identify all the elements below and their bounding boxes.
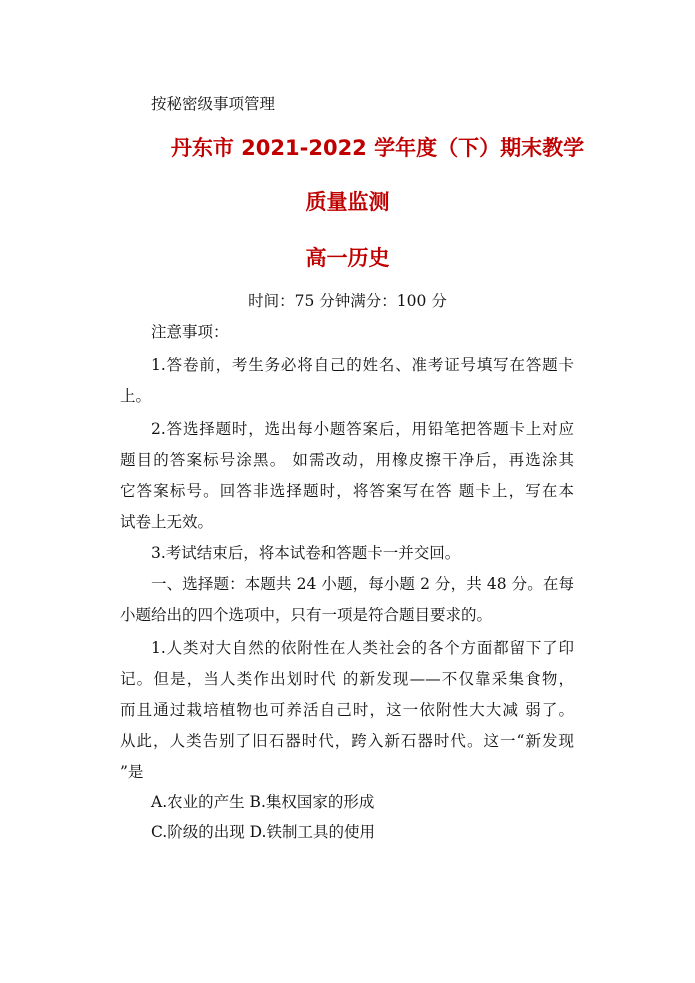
subject-title: 高一历史 (305, 246, 390, 270)
section-line-2: 小题给出的四个选项中，只有一项是符合题目要求的。 (120, 606, 493, 624)
notice-heading: 注意事项： (151, 323, 229, 341)
question-1-line-5: ”是 (120, 763, 144, 781)
question-1-options-cd: C.阶级的出现 D.铁制工具的使用 (151, 823, 375, 841)
notice-2-line-3: 它答案标号。回答非选择题时，将答案写在答 题卡上，写在本 (120, 482, 574, 500)
notice-3: 3.考试结束后，将本试卷和答题卡一并交回。 (151, 544, 461, 562)
question-1-line-3: 而且通过栽培植物也可养活自己时，这一依附性大大减 弱了。 (120, 701, 574, 719)
title-line-2: 质量监测 (305, 190, 390, 214)
title-line-1: 丹东市 2021-2022 学年度（下）期末教学 (170, 136, 585, 160)
notice-2-line-4: 试卷上无效。 (120, 513, 214, 531)
section-line-1: 一、选择题：本题共 24 小题，每小题 2 分，共 48 分。在每 (151, 575, 574, 593)
notice-2-line-2: 题目的答案标号涂黑。 如需改动，用橡皮擦干净后，再选涂其 (120, 451, 574, 469)
question-1-options-ab: A.农业的产生 B.集权国家的形成 (151, 793, 375, 811)
notice-1-line-1: 1.答卷前，考生务必将自己的姓名、准考证号填写在答题卡 (151, 356, 574, 374)
exam-info: 时间：75 分钟满分：100 分 (248, 292, 447, 310)
question-1-line-2: 记。但是，当人类作出划时代 的新发现——不仅靠采集食物， (120, 670, 574, 688)
header-note: 按秘密级事项管理 (151, 95, 276, 113)
notice-2-line-1: 2.答选择题时，选出每小题答案后，用铅笔把答题卡上对应 (151, 420, 574, 438)
question-1-line-4: 从此，人类告别了旧石器时代，跨入新石器时代。这一“新发现 (120, 732, 574, 750)
question-1-line-1: 1.人类对大自然的依附性在人类社会的各个方面都留下了印 (151, 639, 574, 657)
notice-1-line-2: 上。 (120, 387, 152, 405)
